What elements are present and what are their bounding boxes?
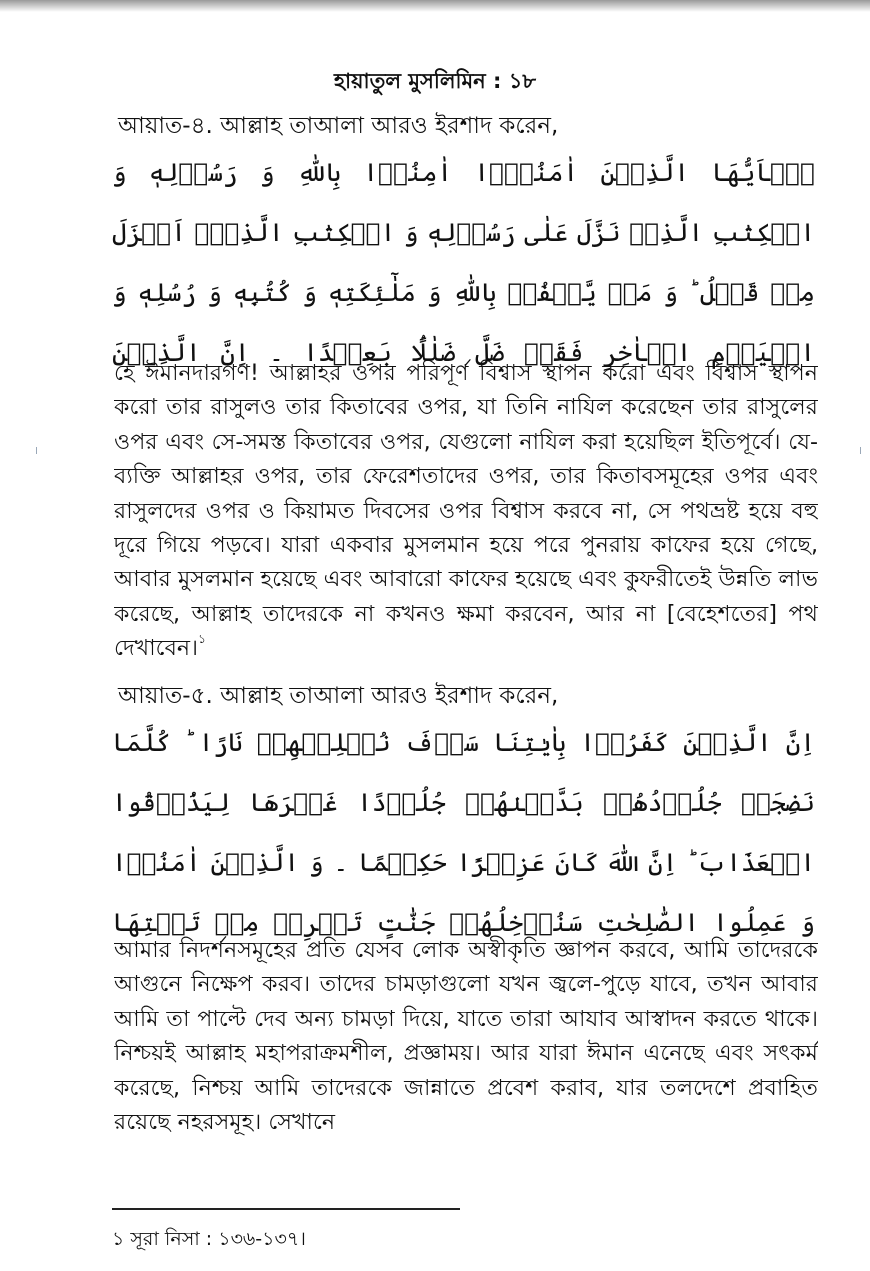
ayah-4-heading: আয়াত-৪. আল্লাহ তাআলা আরও ইরশাদ করেন, <box>118 113 559 139</box>
ayah-5-translation: আমার নিদর্শনসমূহের প্রতি যেসব লোক অস্বীকৃতি জ্ঞাপন করবে, আমি তাদেরকে আগুনে নিক্ষেপ করব। তাদের চামড়াগুলো যখন জ্বলে-পুড়ে যাবে, তখন আবার আমি তা পাল্টে দেব অন্য চামড়া দিয়ে, যাতে তারা আযাব আস্বাদন করতে থাকে। নিশ্চয়ই আল্লাহ মহাপরাক্রমশীল, প্রজ্ঞাময়। আর যারা ঈমান এনেছে এবং সৎকর্ম করেছে, নিশ্চয় আমি তাদেরকে জান্নাতে প্রবেশ করাব, যার তলদেশে প্রবাহিত রয়েছে নহরসমূহ। সেখানে <box>114 937 818 1136</box>
footnote-divider <box>112 1208 460 1210</box>
ayah-4-translation-text: হে ঈমানদারগণ! আল্লাহর ওপর পরিপূর্ণ বিশ্বাস স্থাপন করো এবং বিশ্বাস স্থাপন করো তার রাসুলও তার কিতাবের ওপর, যা তিনি নাযিল করেছেন তার রাসুলের ওপর এবং সে-সমস্ত কিতাবের ওপর, যেগুলো নাযিল করা হয়েছিল ইতিপূর্বে। যে-ব্যক্তি আল্লাহর ওপর, তার ফেরেশতাদের ওপর, তার কিতাবসমূহের ওপর এবং রাসুলদের ওপর ও কিয়ামত দিবসের ওপর বিশ্বাস করবে না, সে পথভ্রষ্ট হয়ে বহু দূরে গিয়ে পড়বে। যারা একবার মুসলমান হয়ে পরে পুনরায় কাফের হয়ে গেছে, আবার মুসলমান হয়েছে এবং আবারো কাফের হয়েছে এবং কুফরীতেই উন্নতি লাভ করেছে, আল্লাহ তাদেরকে না কখনও ক্ষমা করবেন, আর না [বেহেশতের] পথ দেখাবেন। <box>114 360 818 662</box>
footnote: ১ সূরা নিসা : ১৩৬-১৩৭। <box>112 1228 306 1250</box>
ayah-5-heading: আয়াত-৫. আল্লাহ তাআলা আরও ইরশাদ করেন, <box>118 683 559 709</box>
scan-edge-shadow <box>0 0 870 12</box>
footnote-reference: ১ <box>198 632 206 647</box>
ayah-4-arabic-text: يٰۤاَيُّهَا الَّذِيۡنَ اٰمَنُوۡۤا اٰمِنُوۡا بِاللّٰهِ وَ رَسُوۡلِهٖ وَ الۡكِتٰبِ الَّذِىۡ نَزَّلَ عَلٰى رَسُوۡلِهٖ وَ الۡكِتٰبِ الَّذِىۡۤ اَنۡزَلَ مِنۡ قَبۡلُ ؕ وَ مَنۡ يَّكۡفُرۡ بِاللّٰهِ وَ مَلٰٓئِكَتِهٖ وَ كُتُبِهٖ وَ رُسُلِهٖ وَ الۡيَوۡمِ الۡاٰخِرِ فَقَدۡ ضَلَّ ضَلٰلًۢا بَعِيۡدًا ۔ اِنَّ الَّذِيۡنَ <box>112 158 815 367</box>
ayah-4-translation <box>114 356 818 700</box>
ayah-5-arabic-text: اِنَّ الَّذِيۡنَ كَفَرُوۡا بِاٰيٰتِنَا سَوۡفَ نُصۡلِيۡهِمۡ نَارًا ؕ كُلَّمَا نَضِجَتۡ جُلُوۡدُهُمۡ بَدَّلۡنٰهُمۡ جُلُوۡدًا غَيۡرَهَا لِيَذُوۡقُوا الۡعَذَابَ ؕ اِنَّ اللّٰهَ كَانَ عَزِيۡزًا حَكِيۡمًا ۔ وَ الَّذِيۡنَ اٰمَنُوۡا وَ عَمِلُوا الصّٰلِحٰتِ سَنُدۡخِلُهُمۡ جَنّٰتٍ تَجۡرِىۡ مِنۡ تَحۡتِهَا <box>112 728 815 937</box>
scan-mark <box>860 447 861 454</box>
scan-mark <box>36 447 37 454</box>
running-header: হায়াতুল মুসলিমিন : ১৮ <box>334 69 536 93</box>
